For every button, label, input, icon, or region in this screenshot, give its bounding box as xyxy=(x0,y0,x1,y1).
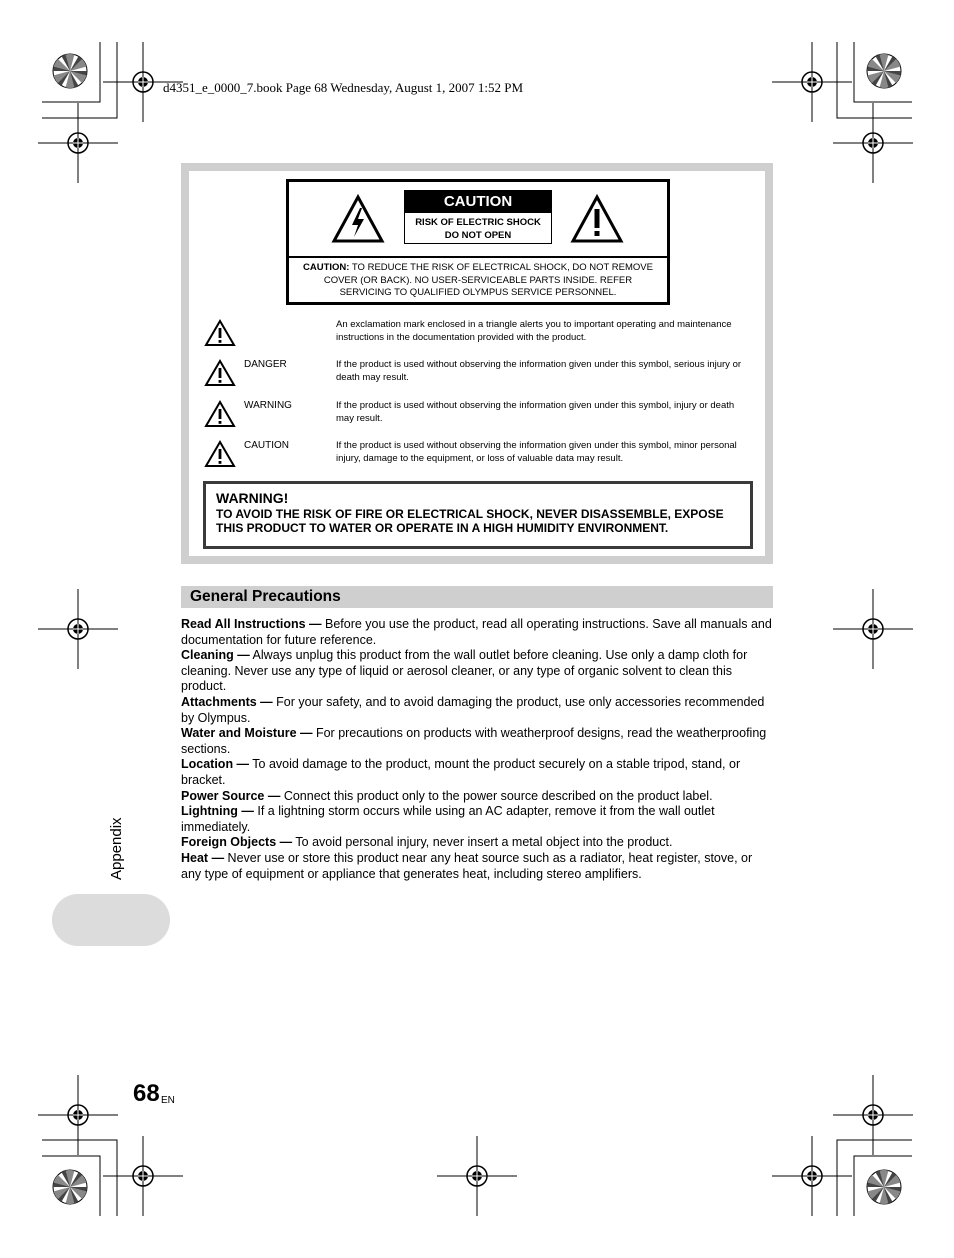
precaution-item xyxy=(181,726,773,757)
precaution-text: To avoid personal injury, never insert a metal object into the product. xyxy=(292,835,673,850)
warning-title: WARNING! xyxy=(216,490,289,506)
precaution-text: To avoid damage to the product, mount the product securely on a stable tripod, stand, or bracket. xyxy=(181,757,741,787)
precaution-text: Before you use the product, read all operating instructions. Save all manuals and documentation for future reference. xyxy=(181,617,772,647)
precaution-term: Power Source — xyxy=(181,788,281,803)
electric-shock-icon xyxy=(331,194,385,244)
exclamation-icon xyxy=(204,400,236,428)
exclamation-icon xyxy=(204,440,236,468)
precaution-text: Always unplug this product from the wall outlet before cleaning. Use only a damp cloth for cleaning. Never use any type of liquid or aerosol cleaner, or any type of organic solvent to clean this product. xyxy=(181,648,748,694)
symbol-description: If the product is used without observing the information given under this symbol, injury or death may result. xyxy=(336,400,735,424)
precaution-text: For your safety, and to avoid damaging the product, use only accessories recommended by Olympus. xyxy=(181,694,765,725)
precaution-item xyxy=(181,804,773,835)
caution-statement-text: TO REDUCE THE RISK OF ELECTRICAL SHOCK, DO NOT REMOVE COVER (OR BACK). NO USER-SERVICEABLE PARTS INSIDE. REFER SERVICING TO QUALIFIED OLYMPUS SERVICE PERSONNEL. xyxy=(323,262,653,298)
precaution-text: Connect this product only to the power source described on the product label. xyxy=(280,788,713,803)
precaution-term: Attachments — xyxy=(181,694,273,709)
precaution-term: Cleaning — xyxy=(181,648,250,663)
precaution-item xyxy=(181,789,773,805)
section-heading-bar xyxy=(181,586,773,608)
language-code: EN xyxy=(161,1095,175,1106)
precaution-item xyxy=(181,757,773,788)
precaution-term: Heat — xyxy=(181,850,225,865)
warning-box xyxy=(203,481,753,549)
precaution-term: Water and Moisture — xyxy=(181,726,313,741)
exclamation-icon xyxy=(570,194,624,244)
precaution-term: Lightning — xyxy=(181,804,254,819)
caution-label-top xyxy=(289,182,667,258)
precaution-text: For precautions on products with weatherproof designs, read the weatherproofing sections. xyxy=(181,726,767,756)
caution-subtitle xyxy=(405,213,551,242)
precautions-list xyxy=(181,617,773,882)
precaution-item xyxy=(181,617,773,648)
symbol-description: An exclamation mark enclosed in a triangle alerts you to important operating and maintenance instructions in the documentation provided with the product. xyxy=(336,319,732,343)
caution-line-1: RISK OF ELECTRIC SHOCK xyxy=(415,217,541,228)
precaution-term: Location — xyxy=(181,757,250,772)
symbol-label: WARNING xyxy=(244,400,292,411)
caution-line-2: DO NOT OPEN xyxy=(444,230,512,241)
symbol-description: If the product is used without observing the information given under this symbol, minor personal injury, damage to the equipment, or loss of valuable data may result. xyxy=(336,440,737,464)
caution-statement-bold: CAUTION: xyxy=(303,262,350,273)
exclamation-icon xyxy=(204,359,236,387)
symbol-row xyxy=(204,319,750,357)
exclamation-icon xyxy=(204,319,236,347)
symbol-label: CAUTION xyxy=(244,440,289,451)
precaution-item xyxy=(181,835,773,851)
precaution-item xyxy=(181,648,773,695)
symbol-description: If the product is used without observing the information given under this symbol, serious injury or death may result. xyxy=(336,359,742,383)
symbol-row xyxy=(204,440,750,478)
appendix-label: Appendix xyxy=(108,817,125,880)
precaution-text: If a lightning storm occurs while using an AC adapter, remove it from the wall outlet immediately. xyxy=(181,804,715,834)
warning-text: TO AVOID THE RISK OF FIRE OR ELECTRICAL SHOCK, NEVER DISASSEMBLE, EXPOSE THIS PRODUCT TO WATER OR OPERATE IN A HIGH HUMIDITY ENVIRONMENT. xyxy=(216,507,724,535)
precaution-term: Foreign Objects — xyxy=(181,835,293,850)
appendix-tab xyxy=(52,894,170,946)
caution-title: CAUTION xyxy=(405,191,551,213)
caution-panel xyxy=(404,190,552,244)
symbol-label: DANGER xyxy=(244,359,287,370)
precaution-item xyxy=(181,851,773,882)
precaution-term: Read All Instructions — xyxy=(181,617,322,631)
section-title: General Precautions xyxy=(190,588,341,605)
precaution-text: Never use or store this product near any heat source such as a radiator, heat register, stove, or any type of equipment or appliance that generates heat, including stereo amplifiers. xyxy=(181,850,753,881)
page-number: 68 xyxy=(133,1080,160,1107)
symbol-row xyxy=(204,359,750,397)
precaution-item xyxy=(181,695,773,726)
caution-label xyxy=(286,179,670,305)
symbol-row xyxy=(204,400,750,438)
print-header: d4351_e_0000_7.book Page 68 Wednesday, August 1, 2007 1:52 PM xyxy=(163,80,524,95)
caution-statement xyxy=(297,262,659,300)
